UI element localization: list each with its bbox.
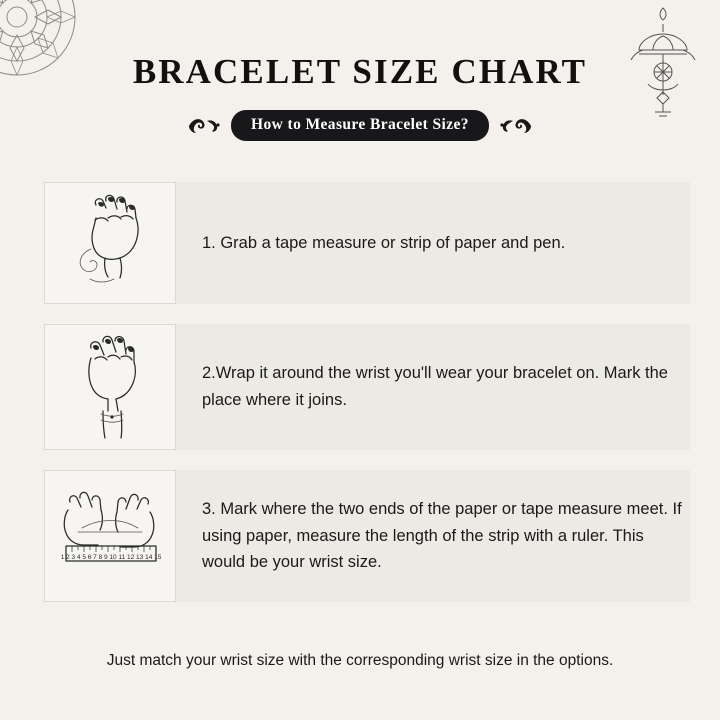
step-2-illustration: [44, 324, 176, 450]
subtitle-pill: How to Measure Bracelet Size?: [231, 110, 489, 141]
step-1-text: 1. Grab a tape measure or strip of paper and pen.: [202, 233, 566, 252]
fist-with-tape-measure-illustration: [50, 187, 170, 299]
hands-measuring-paper-strip-with-ruler-illustration: [48, 474, 172, 598]
step-3-text: 3. Mark where the two ends of the paper or tape measure meet. If using paper, measure the length of the strip with a ruler. This would be your wrist size.: [202, 499, 682, 572]
ruler-ticks-label: 1 2 3 4 5 6 7 8 9 10 11 12 13 14 15: [60, 554, 162, 561]
subtitle-row: [0, 110, 720, 141]
step-row-2: [0, 324, 720, 450]
footer-note: Just match your wrist size with the corresponding wrist size in the options.: [106, 652, 614, 669]
steps-list: [0, 182, 720, 622]
flourish-right-icon: [499, 114, 533, 138]
step-1-illustration: [44, 182, 176, 304]
step-row-3: [0, 470, 720, 602]
step-row-1: [0, 182, 720, 304]
step-3-illustration: [44, 470, 176, 602]
hand-wrapping-tape-around-wrist-illustration: [51, 328, 169, 446]
page-title: BRACELET SIZE CHART: [132, 52, 588, 91]
flourish-left-icon: [187, 114, 221, 138]
step-2-text: 2.Wrap it around the wrist you'll wear your bracelet on. Mark the place where it joins.: [202, 364, 668, 409]
